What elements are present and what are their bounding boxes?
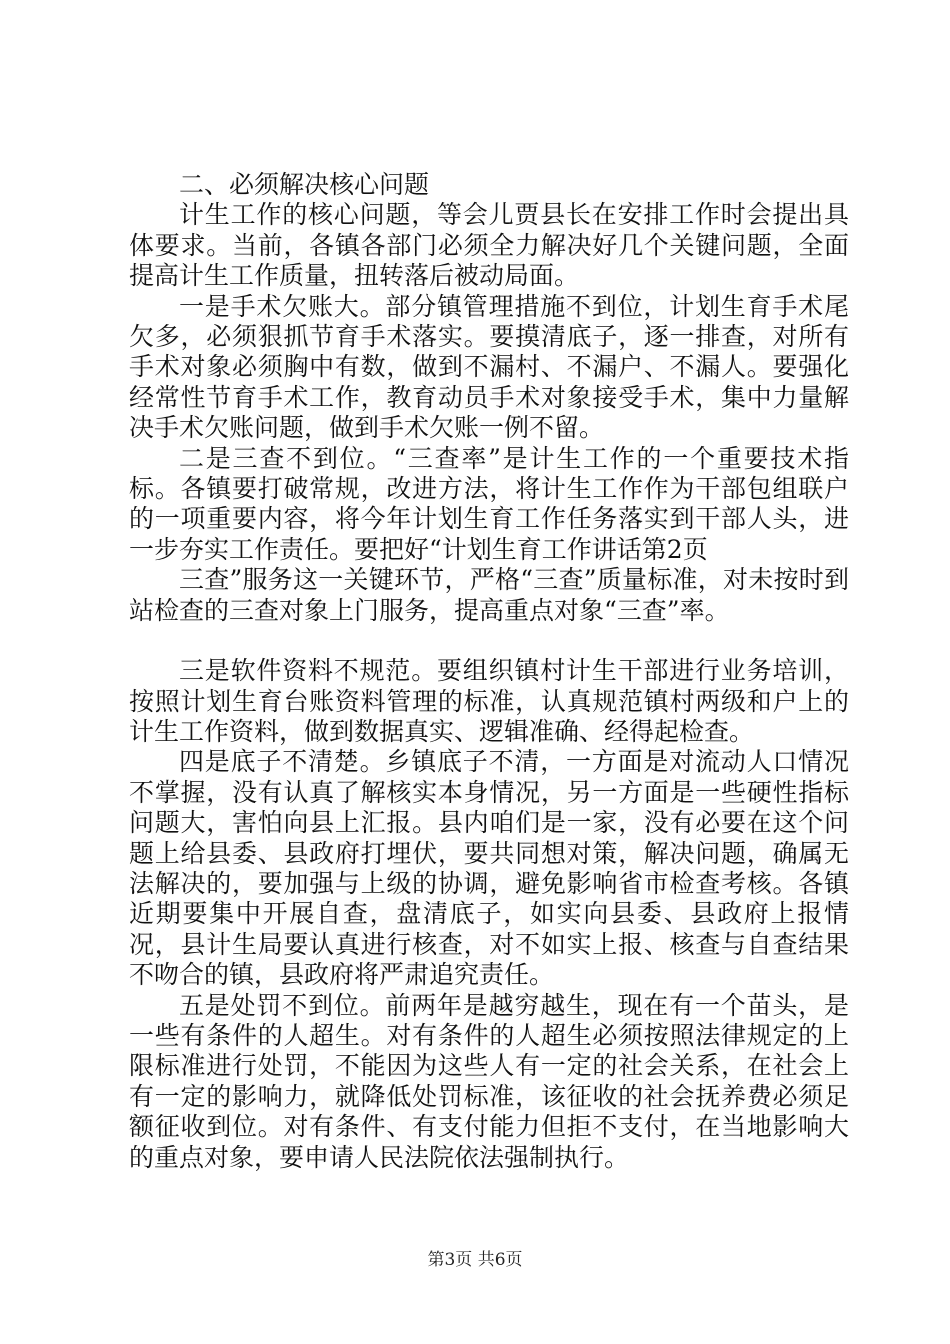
paragraph-item-2-continued: 三查”服务这一关键环节，严格“三查”质量标准，对未按时到站检查的三查对象上门服务，提高重点对象“三查”率。	[129, 565, 849, 625]
page-footer	[0, 1245, 950, 1270]
paragraph-item-3: 三是软件资料不规范。要组织镇村计生干部进行业务培训，按照计划生育台账资料管理的标准，认真规范镇村两级和户上的计生工作资料，做到数据真实、逻辑准确、经得起检查。	[129, 656, 849, 746]
section-heading: 二、必须解决核心问题	[179, 170, 430, 199]
paragraph-intro: 计生工作的核心问题，等会儿贾县长在安排工作时会提出具体要求。当前，各镇各部门必须全力解决好几个关键问题，全面提高计生工作质量，扭转落后被动局面。	[129, 200, 849, 291]
paragraph-item-5: 五是处罚不到位。前两年是越穷越生，现在有一个苗头，是一些有条件的人超生。对有条件的人超生必须按照法律规定的上限标准进行处罚，不能因为这些人有一定的社会关系，在社会上有一定的影响力，就降低处罚标准，该征收的社会抚养费必须足额征收到位。对有条件、有支付能力但拒不支付，在当地影响大的重点对象，要申请人民法院依法强制执行。	[129, 990, 849, 1172]
page-number-label: 第3页 共6页	[427, 1250, 523, 1270]
paragraph-item-4: 四是底子不清楚。乡镇底子不清，一方面是对流动人口情况不掌握，没有认真了解核实本身情况，另一方面是一些硬性指标问题大，害怕向县上汇报。县内咱们是一家，没有必要在这个问题上给县委、县政府打埋伏，要共同想对策，解决问题，确属无法解决的，要加强与上级的协调，避免影响省市检查考核。各镇近期要集中开展自查，盘清底子，如实向县委、县政府上报情况，县计生局要认真进行核查，对不如实上报、核查与自查结果不吻合的镇，县政府将严肃追究责任。	[129, 747, 849, 990]
paragraph-item-1: 一是手术欠账大。部分镇管理措施不到位，计划生育手术尾欠多，必须狠抓节育手术落实。要摸清底子，逐一排查，对所有手术对象必须胸中有数，做到不漏村、不漏户、不漏人。要强化经常性节育手术工作，教育动员手术对象接受手术，集中力量解决手术欠账问题，做到手术欠账一例不留。	[129, 291, 849, 443]
paragraph-item-2: 二是三查不到位。“三查率”是计生工作的一个重要技术指标。各镇要打破常规，改进方法，将计生工作作为干部包组联户的一项重要内容，将今年计划生育工作任务落实到干部人头，进一步夯实工作责任。要把好“计划生育工作讲话第2页	[129, 443, 849, 564]
document-body	[129, 170, 849, 1173]
